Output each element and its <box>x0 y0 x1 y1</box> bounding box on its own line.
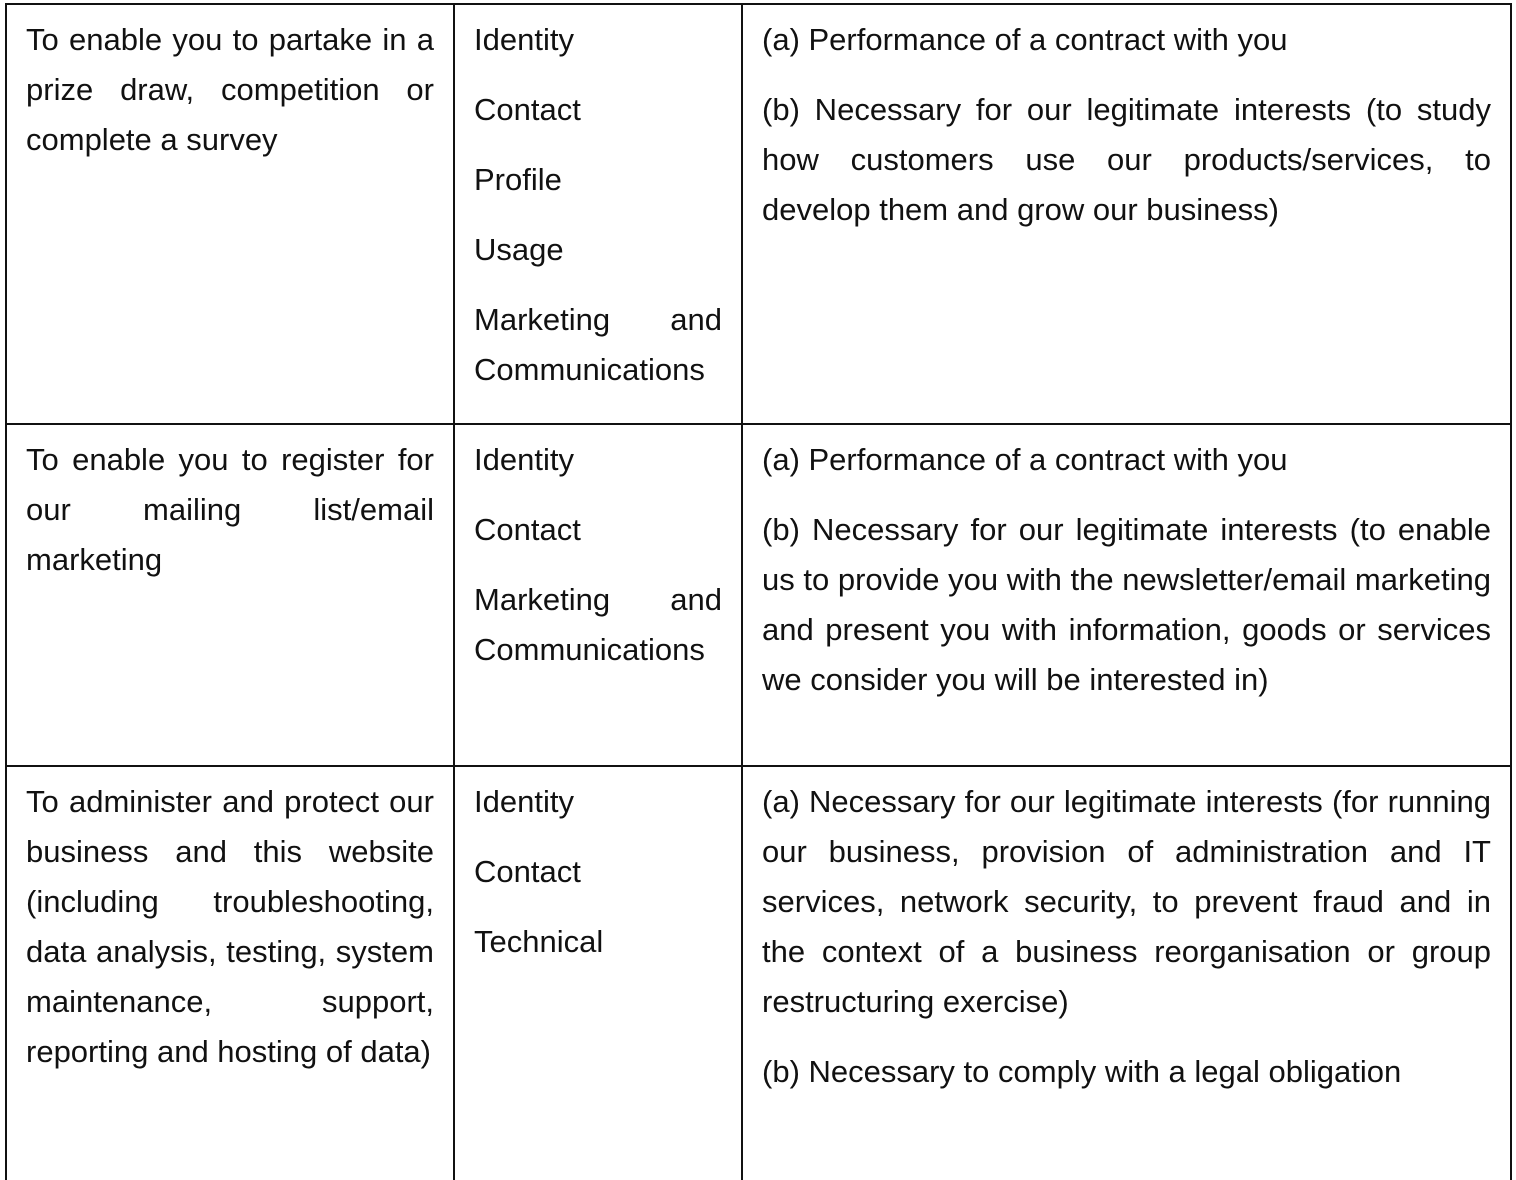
lawful-basis-item: (a) Necessary for our legitimate interests (for running our business, provision of administration and IT services, network security, to prevent fraud and in the context of a business reorganisation or group restructuring exercise) <box>762 784 1491 1019</box>
purpose-cell <box>6 424 454 766</box>
data-type-item: Marketing and Communications <box>474 582 722 667</box>
purpose-text: To enable you to register for our mailing list/email marketing <box>26 442 434 577</box>
lawful-basis-cell <box>742 4 1511 424</box>
data-type-item: Contact <box>474 92 581 127</box>
data-type-item: Identity <box>474 784 574 819</box>
data-type-item: Technical <box>474 924 604 959</box>
data-type-item: Usage <box>474 232 564 267</box>
data-type-item: Profile <box>474 162 562 197</box>
lawful-basis-item: (b) Necessary to comply with a legal obligation <box>762 1054 1402 1089</box>
lawful-basis-cell <box>742 766 1511 1180</box>
lawful-basis-table <box>5 3 1512 1180</box>
lawful-basis-cell <box>742 424 1511 766</box>
data-type-cell <box>454 424 742 766</box>
lawful-basis-item: (a) Performance of a contract with you <box>762 442 1288 477</box>
purpose-cell <box>6 766 454 1180</box>
data-type-item: Contact <box>474 512 581 547</box>
data-type-cell <box>454 766 742 1180</box>
lawful-basis-item: (b) Necessary for our legitimate interests (to enable us to provide you with the newsletter/email marketing and present you with information, goods or services we consider you will be interested in) <box>762 512 1491 697</box>
purpose-cell <box>6 4 454 424</box>
table-row <box>6 4 1511 424</box>
data-type-item: Identity <box>474 442 574 477</box>
purpose-text: To enable you to partake in a prize draw, competition or complete a survey <box>26 22 434 157</box>
data-type-item: Marketing and Communications <box>474 302 722 387</box>
table-row <box>6 424 1511 766</box>
lawful-basis-item: (a) Performance of a contract with you <box>762 22 1288 57</box>
data-type-item: Identity <box>474 22 574 57</box>
data-type-cell <box>454 4 742 424</box>
table-row <box>6 766 1511 1180</box>
data-type-item: Contact <box>474 854 581 889</box>
purpose-text: To administer and protect our business and this website (including troubleshooting, data analysis, testing, system maintenance, support, reporting and hosting of data) <box>26 784 434 1069</box>
lawful-basis-item: (b) Necessary for our legitimate interests (to study how customers use our products/services, to develop them and grow our business) <box>762 92 1491 227</box>
